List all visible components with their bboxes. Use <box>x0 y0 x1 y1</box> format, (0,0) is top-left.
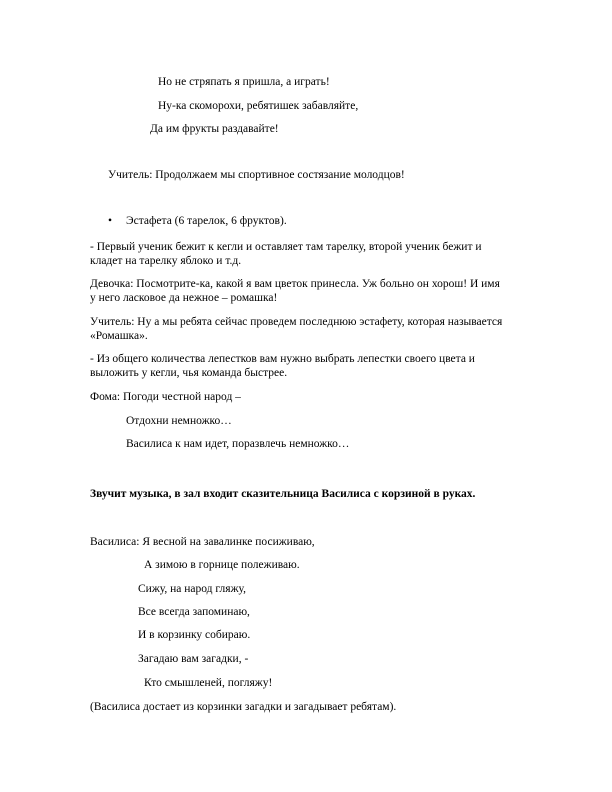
paragraph-line: у него ласковое да нежное – ромашка! <box>90 292 278 304</box>
poem-line: Но не стряпать я пришла, а играть! <box>158 76 330 88</box>
closing-note: (Василиса достает из корзинки загадки и загадывает ребятам). <box>90 701 397 713</box>
paragraph-line: кладет на тарелку яблоко и т.д. <box>90 255 242 267</box>
stage-direction: Звучит музыка, в зал входит сказительница Василиса с корзиной в руках. <box>90 488 476 500</box>
paragraph-line: Учитель: Ну а мы ребята сейчас проведем последнюю эстафету, которая называется <box>90 316 503 328</box>
vasilisa-line: И в корзинку собираю. <box>138 629 251 641</box>
paragraph-line: выложить у кегли, чья команда быстрее. <box>90 367 288 379</box>
teacher-line: Учитель: Продолжаем мы спортивное состязание молодцов! <box>108 169 405 181</box>
vasilisa-line: Все всегда запоминаю, <box>138 606 250 618</box>
bullet-text: Эстафета (6 тарелок, 6 фруктов). <box>126 215 287 227</box>
poem-line: Ну-ка скоморохи, ребятишек забавляйте, <box>158 100 359 112</box>
foma-line: Василиса к нам идет, поразвлечь немножко… <box>126 438 350 450</box>
vasilisa-line: Василиса: Я весной на завалинке посиживаю, <box>90 536 315 548</box>
vasilisa-line: Загадаю вам загадки, - <box>138 653 249 665</box>
paragraph-line: - Первый ученик бежит к кегли и оставляет там тарелку, второй ученик бежит и <box>90 241 482 253</box>
paragraph-line: - Из общего количества лепестков вам нужно выбрать лепестки своего цвета и <box>90 353 475 365</box>
vasilisa-line: Кто смышленей, погляжу! <box>144 677 273 689</box>
vasilisa-line: А зимою в горнице полеживаю. <box>144 559 300 571</box>
foma-line: Фома: Погоди честной народ – <box>90 391 241 403</box>
paragraph-line: Девочка: Посмотрите-ка, какой я вам цветок принесла. Уж больно он хорош! И имя <box>90 278 500 290</box>
vasilisa-line: Сижу, на народ гляжу, <box>138 583 246 595</box>
poem-line: Да им фрукты раздавайте! <box>150 123 279 135</box>
foma-line: Отдохни немножко… <box>126 415 232 427</box>
bullet-symbol: • <box>108 215 113 227</box>
paragraph-line: «Ромашка». <box>90 330 148 342</box>
